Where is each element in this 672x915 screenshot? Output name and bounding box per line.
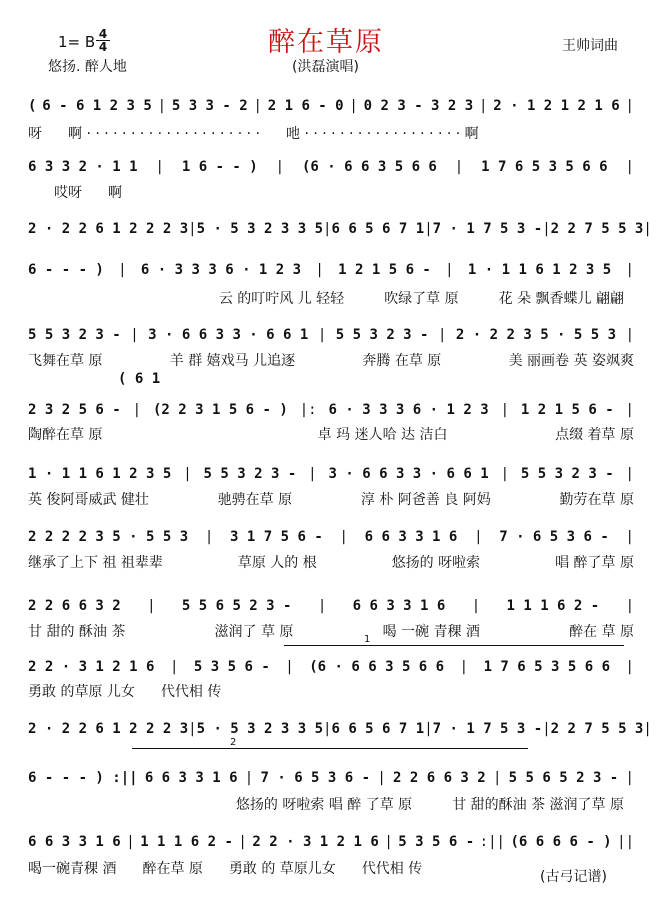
measure-notes: 6 · 3 3 3 6 · 1 2 3 (328, 402, 489, 418)
lyric-phrase: 喝 一碗 青稞 酒 (382, 624, 480, 640)
volta-second-ending (132, 737, 528, 750)
measure-notes: 6 6 3 3 1 6 (144, 770, 238, 786)
measure-notes: 6 - - - ) :|| (28, 770, 138, 786)
singer-credit: (洪磊演唱) (292, 59, 359, 75)
barline: | (625, 529, 634, 545)
measure-notes: 5 5 6 5 2 3 - (508, 770, 619, 786)
lyric-phrase: 陶醉在草 原 (28, 427, 103, 443)
barline: | (377, 770, 386, 786)
measure-notes: 2 2 7 5 5 3 (550, 721, 644, 737)
barline: | (625, 98, 634, 114)
lyric-phrase: 呀 (28, 126, 42, 142)
aside-notes: ( 6 1 (118, 371, 161, 387)
notation-row (28, 260, 634, 280)
notation-row (28, 400, 634, 420)
lyric-phrase: 甘 甜的 酥油 茶 (28, 624, 126, 640)
lyric-phrase: 驰骋在草 原 (217, 492, 293, 508)
barline: | (492, 770, 502, 786)
barline: | (445, 262, 454, 278)
barline: | (625, 327, 634, 343)
barline: || (617, 834, 634, 850)
notation-row (28, 832, 634, 852)
measure-notes: 1 1 1 6 2 - (506, 598, 600, 614)
notation-row (28, 325, 634, 345)
barline: | (183, 466, 192, 482)
song-title: 醉在草原 (268, 27, 384, 58)
measure-notes: 6 - - - ) (28, 262, 104, 278)
notation-row (28, 768, 634, 788)
barline: | (625, 159, 634, 175)
measure-notes: 2 1 6 - 0 (267, 98, 344, 114)
barline: | (625, 262, 634, 278)
barline: | (500, 402, 509, 418)
measure-notes: 5 · 5 3 2 3 3 5 (196, 221, 324, 237)
barline: | (384, 834, 393, 850)
lyric-phrase: 勇敢 的草原 儿女 (28, 684, 135, 700)
lyrics-row (28, 795, 634, 813)
barline: | (625, 402, 634, 418)
volta-first-ending (284, 634, 624, 647)
barline: | (285, 659, 294, 675)
measure-notes: 3 1 7 5 6 - (230, 529, 323, 545)
measure-notes: 5 3 5 6 - (398, 834, 475, 850)
barline: | (155, 159, 164, 175)
lyric-phrase: 美 丽画卷 英 姿飒爽 (508, 353, 634, 369)
measure-notes: 7 · 6 5 3 6 - (260, 770, 371, 786)
measure-notes: 1 7 6 5 3 5 6 6 (483, 659, 610, 675)
lyrics-row (28, 124, 634, 142)
barline: | (625, 770, 634, 786)
lyric-phrase: 啊 · · · · · · · · · · · · · · · · · · · · (68, 126, 261, 142)
measure-notes: 1 6 - - ) (181, 159, 258, 175)
barline: | (625, 466, 634, 482)
measure-notes: 6 6 5 6 7 1 (331, 721, 425, 737)
measure-notes: 7 · 6 5 3 6 - (499, 529, 609, 545)
measure-notes: 3 · 6 6 3 3 · 6 6 1 (328, 466, 489, 482)
lyric-phrase: 淳 朴 阿爸善 良 阿妈 (360, 492, 491, 508)
measure-notes: 2 · 2 2 3 5 · 5 5 3 (455, 327, 617, 343)
barline: | (643, 721, 652, 737)
barline: | (437, 327, 447, 343)
measure-notes: (6 6 6 6 - ) (510, 834, 612, 850)
barline: | (454, 159, 464, 175)
barline: | (643, 221, 652, 237)
lyric-phrase: 代代相 传 (160, 684, 222, 700)
barline: | (157, 98, 167, 114)
measure-notes: 2 2 2 2 3 5 · 5 5 3 (28, 529, 189, 545)
lyrics-row (28, 289, 634, 307)
lyric-phrase: 继承了上下 祖 祖辈辈 (28, 555, 163, 571)
lyric-phrase: 羊 群 嬉戏马 儿追逐 (169, 353, 296, 369)
lyric-phrase: 花 朵 飘香蝶儿 翩翩 (498, 291, 624, 307)
meter-top: 4 (96, 28, 110, 41)
measure-notes: 1 · 1 1 6 1 2 3 5 (28, 466, 172, 482)
barline: | (339, 529, 348, 545)
barline: | (323, 721, 332, 737)
barline: | (188, 221, 197, 237)
lyric-phrase: 英 俊阿哥威武 健壮 (28, 492, 149, 508)
lyrics-row (28, 553, 634, 571)
measure-notes: 1 2 1 5 6 - (520, 402, 614, 418)
transcriber-credit: (古弓记谱) (540, 869, 607, 885)
measure-notes: 2 2 6 6 3 2 (28, 598, 121, 614)
measure-notes: 6 - 6 1 2 3 5 (42, 98, 152, 114)
barline: |: (299, 402, 317, 418)
volta-first-label: 1 (364, 634, 371, 645)
measure-notes: 2 · 2 2 6 1 2 2 2 3 (28, 721, 189, 737)
barline: | (126, 834, 135, 850)
measure-notes: 5 3 5 6 - (193, 659, 270, 675)
barline: | (625, 659, 634, 675)
measure-notes: 5 3 3 - 2 (171, 98, 248, 114)
measure-notes: 7 · 1 7 5 3 - (432, 721, 543, 737)
barline: | (424, 221, 433, 237)
measure-notes: 2 · 1 2 1 2 1 6 (493, 98, 620, 114)
barline: | (275, 159, 285, 175)
lyric-phrase: 云 的叮咛风 儿 轻轻 (218, 291, 345, 307)
notation-row (28, 219, 652, 239)
barline: | (118, 262, 127, 278)
composer-credit: 王帅词曲 (562, 38, 618, 54)
barline: | (542, 721, 551, 737)
barline: | (424, 721, 433, 737)
lyric-phrase: 吔 · · · · · · · · · · · · · · · · · · 啊 (286, 126, 479, 142)
measure-notes: 2 2 7 5 5 3 (550, 221, 644, 237)
lyric-phrase: 代代相 传 (361, 861, 423, 877)
barline: | (147, 598, 156, 614)
measure-notes: 2 2 · 3 1 2 1 6 (28, 659, 155, 675)
measure-notes: 1 · 1 1 6 1 2 3 5 (467, 262, 612, 278)
notation-row (28, 157, 634, 177)
lyric-phrase: 勇敢 的 草原儿女 (228, 861, 336, 877)
barline: | (349, 98, 358, 114)
lyric-phrase: 点缀 着草 原 (555, 427, 634, 443)
barline: | (188, 721, 197, 737)
barline: | (625, 598, 634, 614)
lyric-phrase: 甘 甜的酥油 茶 滋润了草 原 (452, 797, 624, 813)
meter-bottom: 4 (98, 40, 108, 54)
barline: | (317, 598, 327, 614)
notation-row (28, 719, 652, 739)
lyric-phrase: 醉在草 原 (142, 861, 203, 877)
measure-notes: (2 2 3 1 5 6 - ) (152, 402, 288, 418)
lyrics-row (28, 351, 634, 369)
barline: | (238, 834, 247, 850)
measure-notes: 6 6 5 6 7 1 (331, 221, 425, 237)
measure-notes: 6 6 3 3 1 6 (364, 529, 458, 545)
measure-notes: 6 · 3 3 3 6 · 1 2 3 (140, 262, 302, 278)
barline: :|| (479, 834, 505, 850)
volta-second-label: 2 (230, 737, 237, 748)
measure-notes: 5 5 3 2 3 - (520, 466, 614, 482)
measure-notes: 2 · 2 2 6 1 2 2 2 3 (28, 221, 189, 237)
barline: | (317, 327, 327, 343)
measure-notes: 6 3 3 2 · 1 1 (28, 159, 138, 175)
measure-notes: ( (28, 98, 37, 114)
measure-notes: 2 3 2 5 6 - (28, 402, 121, 418)
barline: | (169, 659, 179, 675)
barline: | (474, 529, 483, 545)
measure-notes: 5 · 5 3 2 3 3 5 (196, 721, 324, 737)
barline: | (204, 529, 214, 545)
measure-notes: 2 2 · 3 1 2 1 6 (252, 834, 379, 850)
barline: | (315, 262, 324, 278)
barline: | (479, 98, 488, 114)
lyric-phrase: 唱 醉了草 原 (555, 555, 634, 571)
measure-notes: 2 2 6 6 3 2 (393, 770, 486, 786)
barline: | (132, 402, 142, 418)
barline: | (323, 221, 332, 237)
measure-notes: 7 · 1 7 5 3 - (432, 221, 543, 237)
lyrics-row (28, 622, 634, 640)
notation-row (28, 96, 634, 116)
measure-notes: 5 5 3 2 3 - (203, 466, 297, 482)
lyric-phrase: 吹绿了草 原 (384, 291, 459, 307)
tempo-marking: 悠扬. 醉人地 (48, 59, 127, 75)
lyrics-row (28, 490, 634, 508)
barline: | (130, 327, 139, 343)
key-signature: 1= B (58, 33, 96, 51)
lyric-phrase: 滋润了 草 原 (214, 624, 294, 640)
notation-row (28, 596, 634, 616)
lyric-phrase: 勤劳在草 原 (559, 492, 634, 508)
barline: | (471, 598, 481, 614)
measure-notes: 5 5 3 2 3 - (28, 327, 121, 343)
lyrics-row (28, 682, 634, 700)
barline: | (253, 98, 262, 114)
lyric-phrase: 卓 玛 迷人哈 达 洁白 (317, 427, 448, 443)
lyric-phrase: 喝一碗青稞 酒 (28, 861, 117, 877)
lyric-phrase: 奔腾 在草 原 (362, 353, 442, 369)
barline: | (308, 466, 317, 482)
measure-notes: (6 · 6 6 3 5 6 6 (309, 659, 445, 675)
lyric-phrase: 飞舞在草 原 (28, 353, 103, 369)
barline: | (459, 659, 469, 675)
measure-notes: 5 5 3 2 3 - (335, 327, 429, 343)
measure-notes: 1 1 1 6 2 - (140, 834, 233, 850)
measure-notes: 6 6 3 3 1 6 (28, 834, 121, 850)
lyric-phrase: 草原 人的 根 (237, 555, 317, 571)
measure-notes: 5 5 6 5 2 3 - (181, 598, 292, 614)
lyric-phrase: 悠扬的 呀啦索 (391, 555, 481, 571)
barline: | (500, 466, 510, 482)
measure-notes: 1 7 6 5 3 5 6 6 (481, 159, 608, 175)
measure-notes: (6 · 6 6 3 5 6 6 (302, 159, 437, 175)
notation-row (28, 464, 634, 484)
lyrics-row (28, 183, 634, 201)
notation-row (28, 527, 634, 547)
time-signature (96, 28, 110, 53)
barline: | (244, 770, 254, 786)
lyric-phrase: 悠扬的 呀啦索 唱 醉 了草 原 (235, 797, 413, 813)
measure-notes: 0 2 3 - 3 2 3 (363, 98, 474, 114)
measure-notes: 1 2 1 5 6 - (338, 262, 431, 278)
measure-notes: 6 6 3 3 1 6 (352, 598, 446, 614)
lyric-phrase: 哎呀 (54, 185, 82, 201)
lyric-phrase: 醉在 草 原 (569, 624, 634, 640)
lyrics-row (28, 425, 634, 443)
measure-notes: 3 · 6 6 3 3 · 6 6 1 (148, 327, 309, 343)
lyric-phrase: 啊 (108, 185, 122, 201)
barline: | (542, 221, 551, 237)
notation-row (28, 657, 634, 677)
